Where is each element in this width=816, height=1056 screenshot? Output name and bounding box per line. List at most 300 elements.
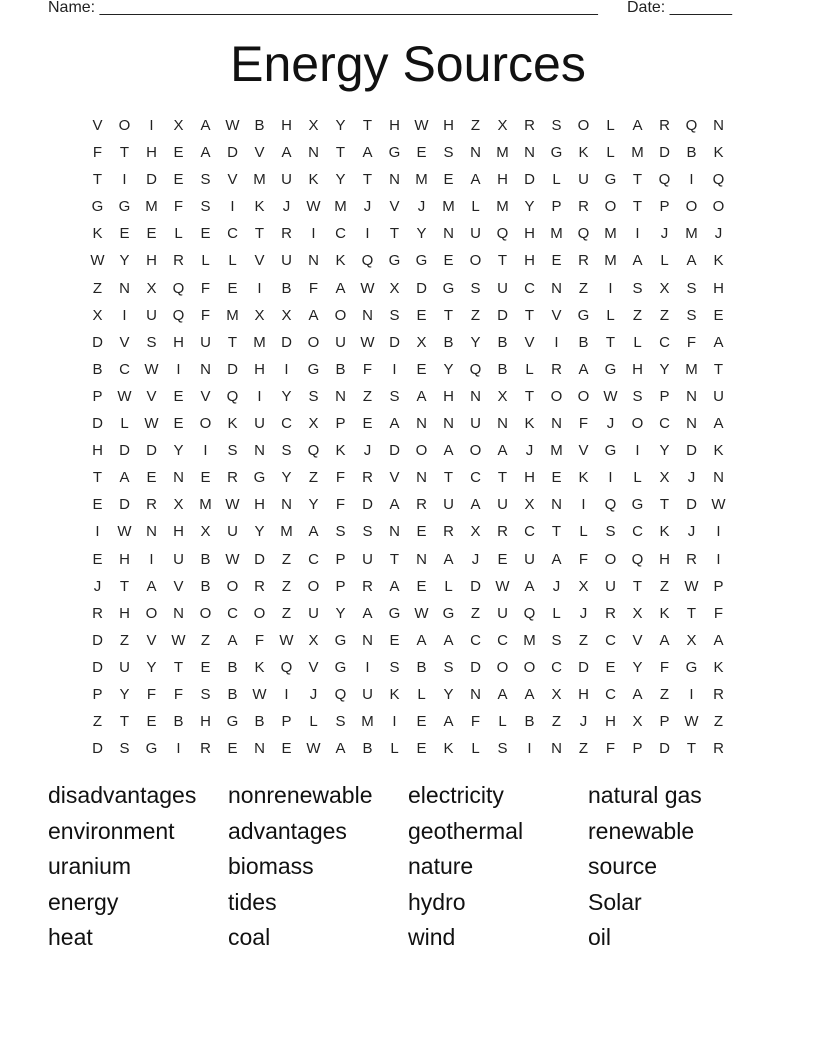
grid-letter[interactable]: E [551, 469, 562, 487]
grid-letter[interactable]: E [281, 740, 292, 758]
grid-letter[interactable]: F [470, 713, 481, 731]
grid-letter[interactable]: D [281, 333, 292, 351]
grid-letter[interactable]: Y [335, 117, 346, 134]
grid-letter[interactable]: C [632, 523, 643, 541]
grid-letter[interactable]: E [416, 360, 427, 378]
grid-letter[interactable]: V [389, 198, 400, 216]
grid-letter[interactable]: O [577, 117, 590, 134]
grid-letter[interactable]: Y [281, 387, 292, 405]
grid-letter[interactable]: T [173, 658, 184, 676]
grid-letter[interactable]: H [578, 685, 589, 703]
grid-letter[interactable]: U [443, 496, 454, 514]
grid-letter[interactable]: Q [685, 117, 698, 134]
grid-letter[interactable]: J [417, 198, 426, 216]
grid-letter[interactable]: U [146, 306, 157, 324]
grid-letter[interactable]: V [308, 658, 319, 676]
grid-letter[interactable]: G [604, 360, 617, 378]
grid-letter[interactable]: Y [281, 469, 292, 487]
grid-letter[interactable]: S [443, 658, 454, 676]
grid-letter[interactable]: H [443, 117, 454, 134]
grid-letter[interactable]: U [497, 604, 508, 622]
grid-letter[interactable]: K [524, 415, 535, 433]
grid-letter[interactable]: D [254, 550, 265, 568]
grid-letter[interactable]: K [254, 198, 265, 216]
grid-letter[interactable]: V [254, 252, 265, 270]
grid-letter[interactable]: X [92, 306, 103, 324]
grid-letter[interactable]: V [146, 631, 157, 649]
grid-letter[interactable]: E [227, 279, 238, 297]
grid-letter[interactable]: M [685, 360, 698, 378]
grid-letter[interactable]: D [146, 171, 157, 189]
grid-letter[interactable]: Y [416, 225, 427, 243]
grid-letter[interactable]: K [713, 658, 724, 676]
grid-letter[interactable]: F [254, 631, 265, 649]
grid-letter[interactable]: J [660, 225, 669, 243]
grid-letter[interactable]: A [632, 685, 643, 703]
grid-letter[interactable]: N [443, 225, 454, 243]
grid-letter[interactable]: U [308, 604, 319, 622]
grid-letter[interactable]: W [603, 387, 618, 405]
grid-letter[interactable]: D [686, 496, 697, 514]
grid-letter[interactable]: L [633, 469, 642, 487]
grid-letter[interactable]: P [632, 740, 643, 758]
grid-letter[interactable]: B [335, 360, 346, 378]
grid-letter[interactable]: N [173, 604, 184, 622]
grid-letter[interactable]: G [307, 360, 320, 378]
grid-letter[interactable]: Z [578, 740, 589, 758]
grid-letter[interactable]: O [226, 577, 239, 595]
grid-letter[interactable]: A [227, 631, 238, 649]
grid-letter[interactable]: T [92, 469, 103, 487]
grid-letter[interactable]: L [660, 252, 669, 270]
grid-letter[interactable]: D [227, 144, 238, 162]
grid-letter[interactable]: I [311, 225, 316, 243]
grid-letter[interactable]: E [173, 387, 184, 405]
grid-letter[interactable]: Y [659, 360, 670, 378]
grid-letter[interactable]: E [605, 658, 616, 676]
grid-letter[interactable]: A [119, 469, 130, 487]
grid-letter[interactable]: V [227, 171, 238, 189]
grid-letter[interactable]: M [415, 171, 428, 189]
grid-letter[interactable]: P [659, 713, 670, 731]
grid-letter[interactable]: M [496, 144, 509, 162]
grid-letter[interactable]: N [362, 631, 373, 649]
grid-letter[interactable]: A [200, 117, 211, 134]
grid-letter[interactable]: X [659, 279, 670, 297]
grid-letter[interactable]: W [306, 198, 321, 216]
grid-letter[interactable]: E [416, 306, 427, 324]
grid-letter[interactable]: K [335, 442, 346, 460]
grid-letter[interactable]: G [118, 198, 131, 216]
grid-letter[interactable]: B [443, 333, 454, 351]
grid-letter[interactable]: J [93, 577, 102, 595]
grid-letter[interactable]: A [713, 415, 724, 433]
grid-letter[interactable]: W [360, 333, 375, 351]
grid-letter[interactable]: M [550, 225, 563, 243]
grid-letter[interactable]: Q [658, 171, 671, 189]
grid-letter[interactable]: K [713, 252, 724, 270]
grid-letter[interactable]: U [524, 550, 535, 568]
grid-letter[interactable]: O [712, 198, 725, 216]
grid-letter[interactable]: S [551, 117, 562, 134]
grid-letter[interactable]: B [200, 550, 211, 568]
grid-letter[interactable]: F [200, 306, 211, 324]
grid-letter[interactable]: X [659, 469, 670, 487]
grid-letter[interactable]: V [173, 577, 184, 595]
grid-letter[interactable]: K [443, 740, 454, 758]
grid-letter[interactable]: U [497, 279, 508, 297]
grid-letter[interactable]: X [497, 117, 508, 134]
grid-letter[interactable]: H [254, 496, 265, 514]
grid-letter[interactable]: Y [119, 252, 130, 270]
grid-letter[interactable]: X [686, 631, 697, 649]
grid-letter[interactable]: Q [712, 171, 725, 189]
grid-letter[interactable]: S [200, 685, 211, 703]
grid-letter[interactable]: Z [659, 306, 670, 324]
grid-letter[interactable]: V [254, 144, 265, 162]
grid-letter[interactable]: Z [470, 604, 481, 622]
grid-letter[interactable]: T [443, 306, 454, 324]
grid-letter[interactable]: X [254, 306, 265, 324]
name-field[interactable]: Name: ________________________________________________________ [48, 0, 598, 16]
grid-letter[interactable]: T [713, 360, 724, 378]
grid-letter[interactable]: D [362, 496, 373, 514]
grid-letter[interactable]: A [335, 279, 346, 297]
grid-letter[interactable]: N [281, 496, 292, 514]
grid-letter[interactable]: I [122, 306, 127, 324]
grid-letter[interactable]: E [443, 171, 454, 189]
grid-letter[interactable]: D [92, 658, 103, 676]
grid-letter[interactable]: N [713, 469, 724, 487]
grid-letter[interactable]: Q [361, 252, 374, 270]
grid-letter[interactable]: D [416, 279, 427, 297]
grid-letter[interactable]: D [389, 333, 400, 351]
grid-letter[interactable]: M [604, 252, 617, 270]
grid-letter[interactable]: Z [470, 306, 481, 324]
grid-letter[interactable]: Q [496, 225, 509, 243]
grid-letter[interactable]: L [579, 523, 588, 541]
grid-letter[interactable]: I [284, 685, 289, 703]
grid-letter[interactable]: L [552, 604, 561, 622]
grid-letter[interactable]: S [308, 387, 319, 405]
grid-letter[interactable]: H [173, 333, 184, 351]
grid-letter[interactable]: G [388, 604, 401, 622]
grid-letter[interactable]: E [173, 415, 184, 433]
grid-letter[interactable]: T [632, 198, 643, 216]
grid-letter[interactable]: L [471, 740, 480, 758]
grid-letter[interactable]: I [392, 360, 397, 378]
grid-letter[interactable]: D [659, 740, 670, 758]
grid-letter[interactable]: I [257, 279, 262, 297]
grid-letter[interactable]: E [200, 225, 211, 243]
grid-letter[interactable]: L [552, 171, 561, 189]
grid-letter[interactable]: Q [577, 225, 590, 243]
grid-letter[interactable]: Z [659, 685, 670, 703]
grid-letter[interactable]: B [227, 685, 238, 703]
grid-letter[interactable]: M [280, 523, 293, 541]
grid-letter[interactable]: R [551, 360, 562, 378]
grid-letter[interactable]: Q [523, 604, 536, 622]
grid-letter[interactable]: R [605, 604, 616, 622]
grid-letter[interactable]: X [497, 387, 508, 405]
grid-letter[interactable]: J [363, 198, 372, 216]
grid-letter[interactable]: N [470, 144, 481, 162]
grid-letter[interactable]: U [497, 496, 508, 514]
grid-letter[interactable]: P [92, 685, 103, 703]
grid-letter[interactable]: N [416, 469, 427, 487]
grid-letter[interactable]: E [146, 713, 157, 731]
grid-letter[interactable]: A [524, 685, 535, 703]
grid-letter[interactable]: Z [92, 713, 103, 731]
grid-letter[interactable]: U [281, 252, 292, 270]
grid-letter[interactable]: E [497, 550, 508, 568]
grid-letter[interactable]: I [95, 523, 100, 541]
grid-letter[interactable]: S [389, 306, 400, 324]
grid-letter[interactable]: A [659, 631, 670, 649]
grid-letter[interactable]: M [631, 144, 644, 162]
grid-letter[interactable]: M [685, 225, 698, 243]
grid-letter[interactable]: E [227, 740, 238, 758]
grid-letter[interactable]: M [604, 225, 617, 243]
grid-letter[interactable]: L [498, 713, 507, 731]
grid-letter[interactable]: E [416, 577, 427, 595]
grid-letter[interactable]: W [414, 117, 429, 134]
grid-letter[interactable]: V [92, 117, 103, 134]
grid-letter[interactable]: C [119, 360, 130, 378]
grid-letter[interactable]: F [173, 198, 184, 216]
grid-letter[interactable]: L [444, 577, 453, 595]
grid-letter[interactable]: N [362, 306, 373, 324]
grid-letter[interactable]: N [335, 387, 346, 405]
grid-letter[interactable]: A [632, 252, 643, 270]
grid-letter[interactable]: I [284, 360, 289, 378]
grid-letter[interactable]: A [497, 442, 508, 460]
grid-letter[interactable]: F [686, 333, 697, 351]
grid-letter[interactable]: P [281, 713, 292, 731]
grid-letter[interactable]: H [119, 604, 130, 622]
grid-letter[interactable]: T [389, 550, 400, 568]
grid-letter[interactable]: O [685, 198, 698, 216]
grid-letter[interactable]: A [713, 333, 724, 351]
grid-letter[interactable]: V [389, 469, 400, 487]
grid-letter[interactable]: O [550, 387, 563, 405]
grid-letter[interactable]: J [579, 604, 588, 622]
grid-letter[interactable]: R [443, 523, 454, 541]
grid-letter[interactable]: Y [443, 360, 454, 378]
grid-letter[interactable]: V [200, 387, 211, 405]
grid-letter[interactable]: R [281, 225, 292, 243]
grid-letter[interactable]: B [362, 740, 373, 758]
grid-letter[interactable]: Q [280, 658, 293, 676]
grid-letter[interactable]: S [362, 523, 373, 541]
grid-letter[interactable]: G [415, 252, 428, 270]
grid-letter[interactable]: K [308, 171, 319, 189]
grid-letter[interactable]: S [686, 306, 697, 324]
grid-letter[interactable]: E [119, 225, 130, 243]
grid-letter[interactable]: Y [146, 658, 157, 676]
grid-letter[interactable]: T [497, 252, 508, 270]
grid-letter[interactable]: K [578, 144, 589, 162]
grid-letter[interactable]: S [200, 171, 211, 189]
grid-letter[interactable]: T [227, 333, 238, 351]
grid-letter[interactable]: A [362, 604, 373, 622]
grid-letter[interactable]: K [254, 658, 265, 676]
grid-letter[interactable]: H [119, 550, 130, 568]
grid-letter[interactable]: R [686, 550, 697, 568]
grid-letter[interactable]: O [199, 415, 212, 433]
grid-letter[interactable]: D [470, 577, 481, 595]
grid-letter[interactable]: E [443, 252, 454, 270]
grid-letter[interactable]: X [308, 117, 319, 134]
grid-letter[interactable]: X [389, 279, 400, 297]
grid-letter[interactable]: C [227, 225, 238, 243]
grid-letter[interactable]: N [146, 523, 157, 541]
grid-letter[interactable]: T [686, 604, 697, 622]
grid-letter[interactable]: C [281, 415, 292, 433]
grid-letter[interactable]: U [281, 171, 292, 189]
grid-letter[interactable]: W [306, 740, 321, 758]
grid-letter[interactable]: A [308, 523, 319, 541]
grid-letter[interactable]: U [578, 171, 589, 189]
grid-letter[interactable]: I [365, 658, 370, 676]
grid-letter[interactable]: G [226, 713, 239, 731]
grid-letter[interactable]: L [606, 144, 615, 162]
grid-letter[interactable]: I [149, 117, 154, 134]
grid-letter[interactable]: X [308, 631, 319, 649]
grid-letter[interactable]: X [173, 117, 184, 134]
grid-letter[interactable]: T [551, 523, 562, 541]
grid-letter[interactable]: E [416, 713, 427, 731]
grid-letter[interactable]: A [362, 144, 373, 162]
grid-letter[interactable]: Y [308, 496, 319, 514]
grid-letter[interactable]: D [92, 415, 103, 433]
grid-letter[interactable]: N [497, 415, 508, 433]
grid-letter[interactable]: P [659, 198, 670, 216]
grid-letter[interactable]: A [416, 631, 427, 649]
grid-letter[interactable]: C [227, 604, 238, 622]
grid-letter[interactable]: R [362, 577, 373, 595]
grid-letter[interactable]: J [309, 685, 318, 703]
grid-letter[interactable]: L [390, 740, 399, 758]
grid-letter[interactable]: V [632, 631, 643, 649]
grid-letter[interactable]: G [577, 306, 590, 324]
grid-letter[interactable]: S [146, 333, 157, 351]
grid-letter[interactable]: P [713, 577, 724, 595]
grid-letter[interactable]: G [442, 279, 455, 297]
grid-letter[interactable]: S [200, 198, 211, 216]
grid-letter[interactable]: M [199, 496, 212, 514]
grid-letter[interactable]: G [388, 252, 401, 270]
grid-letter[interactable]: S [335, 713, 346, 731]
grid-letter[interactable]: D [92, 740, 103, 758]
grid-letter[interactable]: A [686, 252, 697, 270]
grid-letter[interactable]: P [551, 198, 562, 216]
grid-letter[interactable]: I [527, 740, 532, 758]
grid-letter[interactable]: F [578, 415, 589, 433]
grid-letter[interactable]: H [254, 360, 265, 378]
grid-letter[interactable]: T [119, 577, 130, 595]
grid-letter[interactable]: D [227, 360, 238, 378]
grid-letter[interactable]: I [230, 198, 235, 216]
grid-letter[interactable]: D [578, 658, 589, 676]
grid-letter[interactable]: E [362, 415, 373, 433]
grid-letter[interactable]: T [686, 740, 697, 758]
grid-letter[interactable]: W [684, 577, 699, 595]
grid-letter[interactable]: F [200, 279, 211, 297]
grid-letter[interactable]: O [415, 442, 428, 460]
grid-letter[interactable]: T [524, 306, 535, 324]
grid-letter[interactable]: X [281, 306, 292, 324]
grid-letter[interactable]: S [389, 387, 400, 405]
grid-letter[interactable]: D [470, 658, 481, 676]
grid-letter[interactable]: R [146, 496, 157, 514]
grid-letter[interactable]: I [689, 685, 694, 703]
grid-letter[interactable]: U [227, 523, 238, 541]
grid-letter[interactable]: H [605, 713, 616, 731]
grid-letter[interactable]: D [119, 442, 130, 460]
grid-letter[interactable]: H [146, 252, 157, 270]
grid-letter[interactable]: L [471, 198, 480, 216]
grid-letter[interactable]: H [713, 279, 724, 297]
grid-letter[interactable]: H [92, 442, 103, 460]
grid-letter[interactable]: F [578, 550, 589, 568]
grid-letter[interactable]: N [686, 415, 697, 433]
grid-letter[interactable]: R [227, 469, 238, 487]
grid-letter[interactable]: T [119, 144, 130, 162]
grid-letter[interactable]: I [608, 469, 613, 487]
grid-letter[interactable]: S [281, 442, 292, 460]
grid-letter[interactable]: T [254, 225, 265, 243]
grid-letter[interactable]: S [497, 740, 508, 758]
grid-letter[interactable]: I [554, 333, 559, 351]
grid-letter[interactable]: T [389, 225, 400, 243]
grid-letter[interactable]: Y [335, 171, 346, 189]
grid-letter[interactable]: W [684, 713, 699, 731]
grid-letter[interactable]: H [524, 469, 535, 487]
grid-letter[interactable]: G [442, 604, 455, 622]
grid-letter[interactable]: E [200, 469, 211, 487]
grid-letter[interactable]: B [524, 713, 535, 731]
grid-letter[interactable]: A [389, 496, 400, 514]
grid-letter[interactable]: S [605, 523, 616, 541]
grid-letter[interactable]: R [713, 740, 724, 758]
grid-letter[interactable]: F [362, 360, 373, 378]
grid-letter[interactable]: B [200, 577, 211, 595]
grid-letter[interactable]: G [604, 442, 617, 460]
date-field[interactable]: Date: _______ [627, 0, 732, 16]
grid-letter[interactable]: Y [470, 333, 481, 351]
grid-letter[interactable]: J [579, 713, 588, 731]
grid-letter[interactable]: Z [119, 631, 130, 649]
grid-letter[interactable]: C [470, 469, 481, 487]
grid-letter[interactable]: A [497, 685, 508, 703]
grid-letter[interactable]: Q [226, 387, 239, 405]
grid-letter[interactable]: Z [470, 117, 481, 134]
grid-letter[interactable]: N [416, 415, 427, 433]
grid-letter[interactable]: P [92, 387, 103, 405]
grid-letter[interactable]: L [309, 713, 318, 731]
grid-letter[interactable]: U [335, 333, 346, 351]
grid-letter[interactable]: N [551, 415, 562, 433]
grid-letter[interactable]: X [524, 496, 535, 514]
grid-letter[interactable]: B [254, 713, 265, 731]
grid-letter[interactable]: M [253, 171, 266, 189]
grid-letter[interactable]: E [92, 550, 103, 568]
grid-letter[interactable]: W [90, 252, 105, 270]
grid-letter[interactable]: Y [173, 442, 184, 460]
grid-letter[interactable]: O [253, 604, 266, 622]
grid-letter[interactable]: Y [632, 658, 643, 676]
